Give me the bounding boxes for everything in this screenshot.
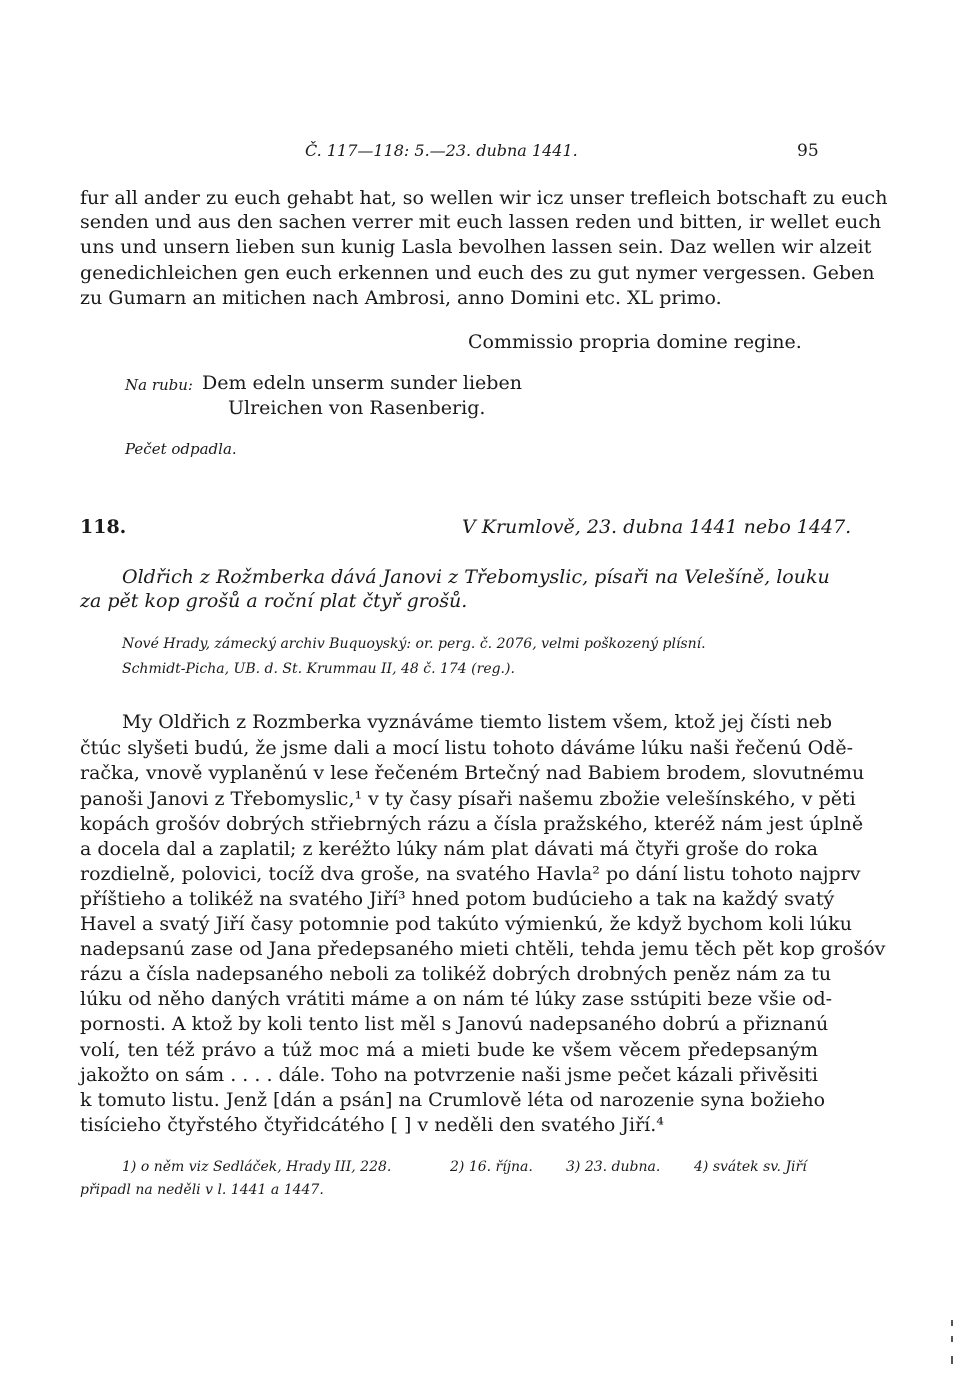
document-number: 118. [80,516,127,538]
body-line: Havel a svatý Jiří časy potomnie pod takúto výmienkú, že když bychom koli lúku [80,913,852,935]
body-line: panoši Janovi z Třebomyslic,¹ v ty časy písaři našemu zbožie velešínského, v pěti [80,788,856,810]
summary-line: za pět kop grošů a roční plat čtyř grošů. [80,590,468,612]
footnote-4-continuation: připadl na neděli v l. 1441 a 1447. [80,1182,324,1198]
body-line: tisícieho čtyřstého čtyřidcátého [ ] v neděli den svatého Jiří.⁴ [80,1114,664,1136]
body-line: nadepsanú zase od Jana předepsaného mieti chtěli, tehda jemu těch pět kop grošóv [80,938,886,960]
body-line: lúku od něho daných vrátiti máme a on nám té lúky zase sstúpiti beze všie od- [80,988,833,1010]
scan-mark [951,1336,953,1342]
address-line-1: Dem edeln unserm sunder lieben [202,372,522,394]
body-line: rozdielně, polovici, tocíž dva groše, na svatého Havla² po dání listu tohoto najprv [80,863,861,885]
doc117-line: senden und aus den sachen verrer mit euch lassen reden und bitten, ir wellet euch [80,211,882,233]
commissio-note: Commissio propria domine regine. [468,331,802,353]
address-label: Na rubu: [125,376,193,394]
source-line: Schmidt-Picha, UB. d. St. Krummau II, 48 č. 174 (reg.). [122,661,515,677]
summary-line: Oldřich z Rožmberka dává Janovi z Třebomyslic, písaři na Velešíně, louku [122,566,830,588]
seal-note: Pečet odpadla. [125,440,237,458]
footnote-3: 3) 23. dubna. [566,1159,661,1175]
scan-mark [951,1320,953,1326]
doc117-line: uns und unsern lieben sun kunig Lasla bevolhen lassen sein. Daz wellen wir alzeit [80,236,872,258]
body-line: jakožto on sám . . . . dále. Toho na potvrzenie naši jsme pečet kázali přivěsiti [80,1064,818,1086]
source-line: Nové Hrady, zámecký archiv Buquoyský: or. perg. č. 2076, velmi poškozený plísní. [122,636,706,652]
body-line: račka, vnově vyplaněnú v lese řečeném Brtečný nad Babiem brodem, slovutnému [80,762,865,784]
doc117-line: fur all ander zu euch gehabt hat, so wellen wir icz unser trefleich botschaft zu euch [80,187,888,209]
body-line: My Oldřich z Rozmberka vyznáváme tiemto listem všem, ktož jej čísti neb [122,711,833,733]
place-date: V Krumlově, 23. dubna 1441 nebo 1447. [462,516,852,538]
doc117-line: zu Gumarn an mitichen nach Ambrosi, anno Domini etc. XL primo. [80,287,722,309]
running-title: Č. 117—118: 5.—23. dubna 1441. [305,141,578,160]
body-line: a docela dal a zaplatil; z keréžto lúky nám plat dávati má čtyři groše do roka [80,838,818,860]
body-line: rázu a čísla nadepsaného neboli za tolikéž dobrých drobných peněz nám za tu [80,963,832,985]
address-line-2: Ulreichen von Rasenberig. [228,397,486,419]
body-line: pornosti. A ktož by koli tento list měl s Janovú nadepsaného dobrú a přiznanú [80,1013,829,1035]
body-line: k tomuto listu. Jenž [dán a psán] na Crumlově léta od narozenie syna božieho [80,1089,826,1111]
doc117-line: genedichleichen gen euch erkennen und euch des zu gut nymer vergessen. Geben [80,262,875,284]
body-line: čtúc slyšeti budú, že jsme dali a mocí listu tohoto dáváme lúku naši řečenú Odě- [80,737,854,759]
scan-mark [951,1356,953,1364]
body-line: příštieho a tolikéž na svatého Jiří³ hned potom budúcieho a tak na každý svatý [80,888,835,910]
body-line: volí, ten též právo a túž moc má a mieti bude ke všem věcem předepsaným [80,1039,818,1061]
footnote-1: 1) o něm viz Sedláček, Hrady III, 228. [122,1159,392,1175]
footnote-2: 2) 16. října. [450,1159,533,1175]
footnote-4: 4) svátek sv. Jiří [694,1159,807,1175]
page-number: 95 [797,141,819,161]
body-line: kopách grošóv dobrých střiebrných rázu a čísla pražského, kteréž nám jest úplně [80,813,864,835]
